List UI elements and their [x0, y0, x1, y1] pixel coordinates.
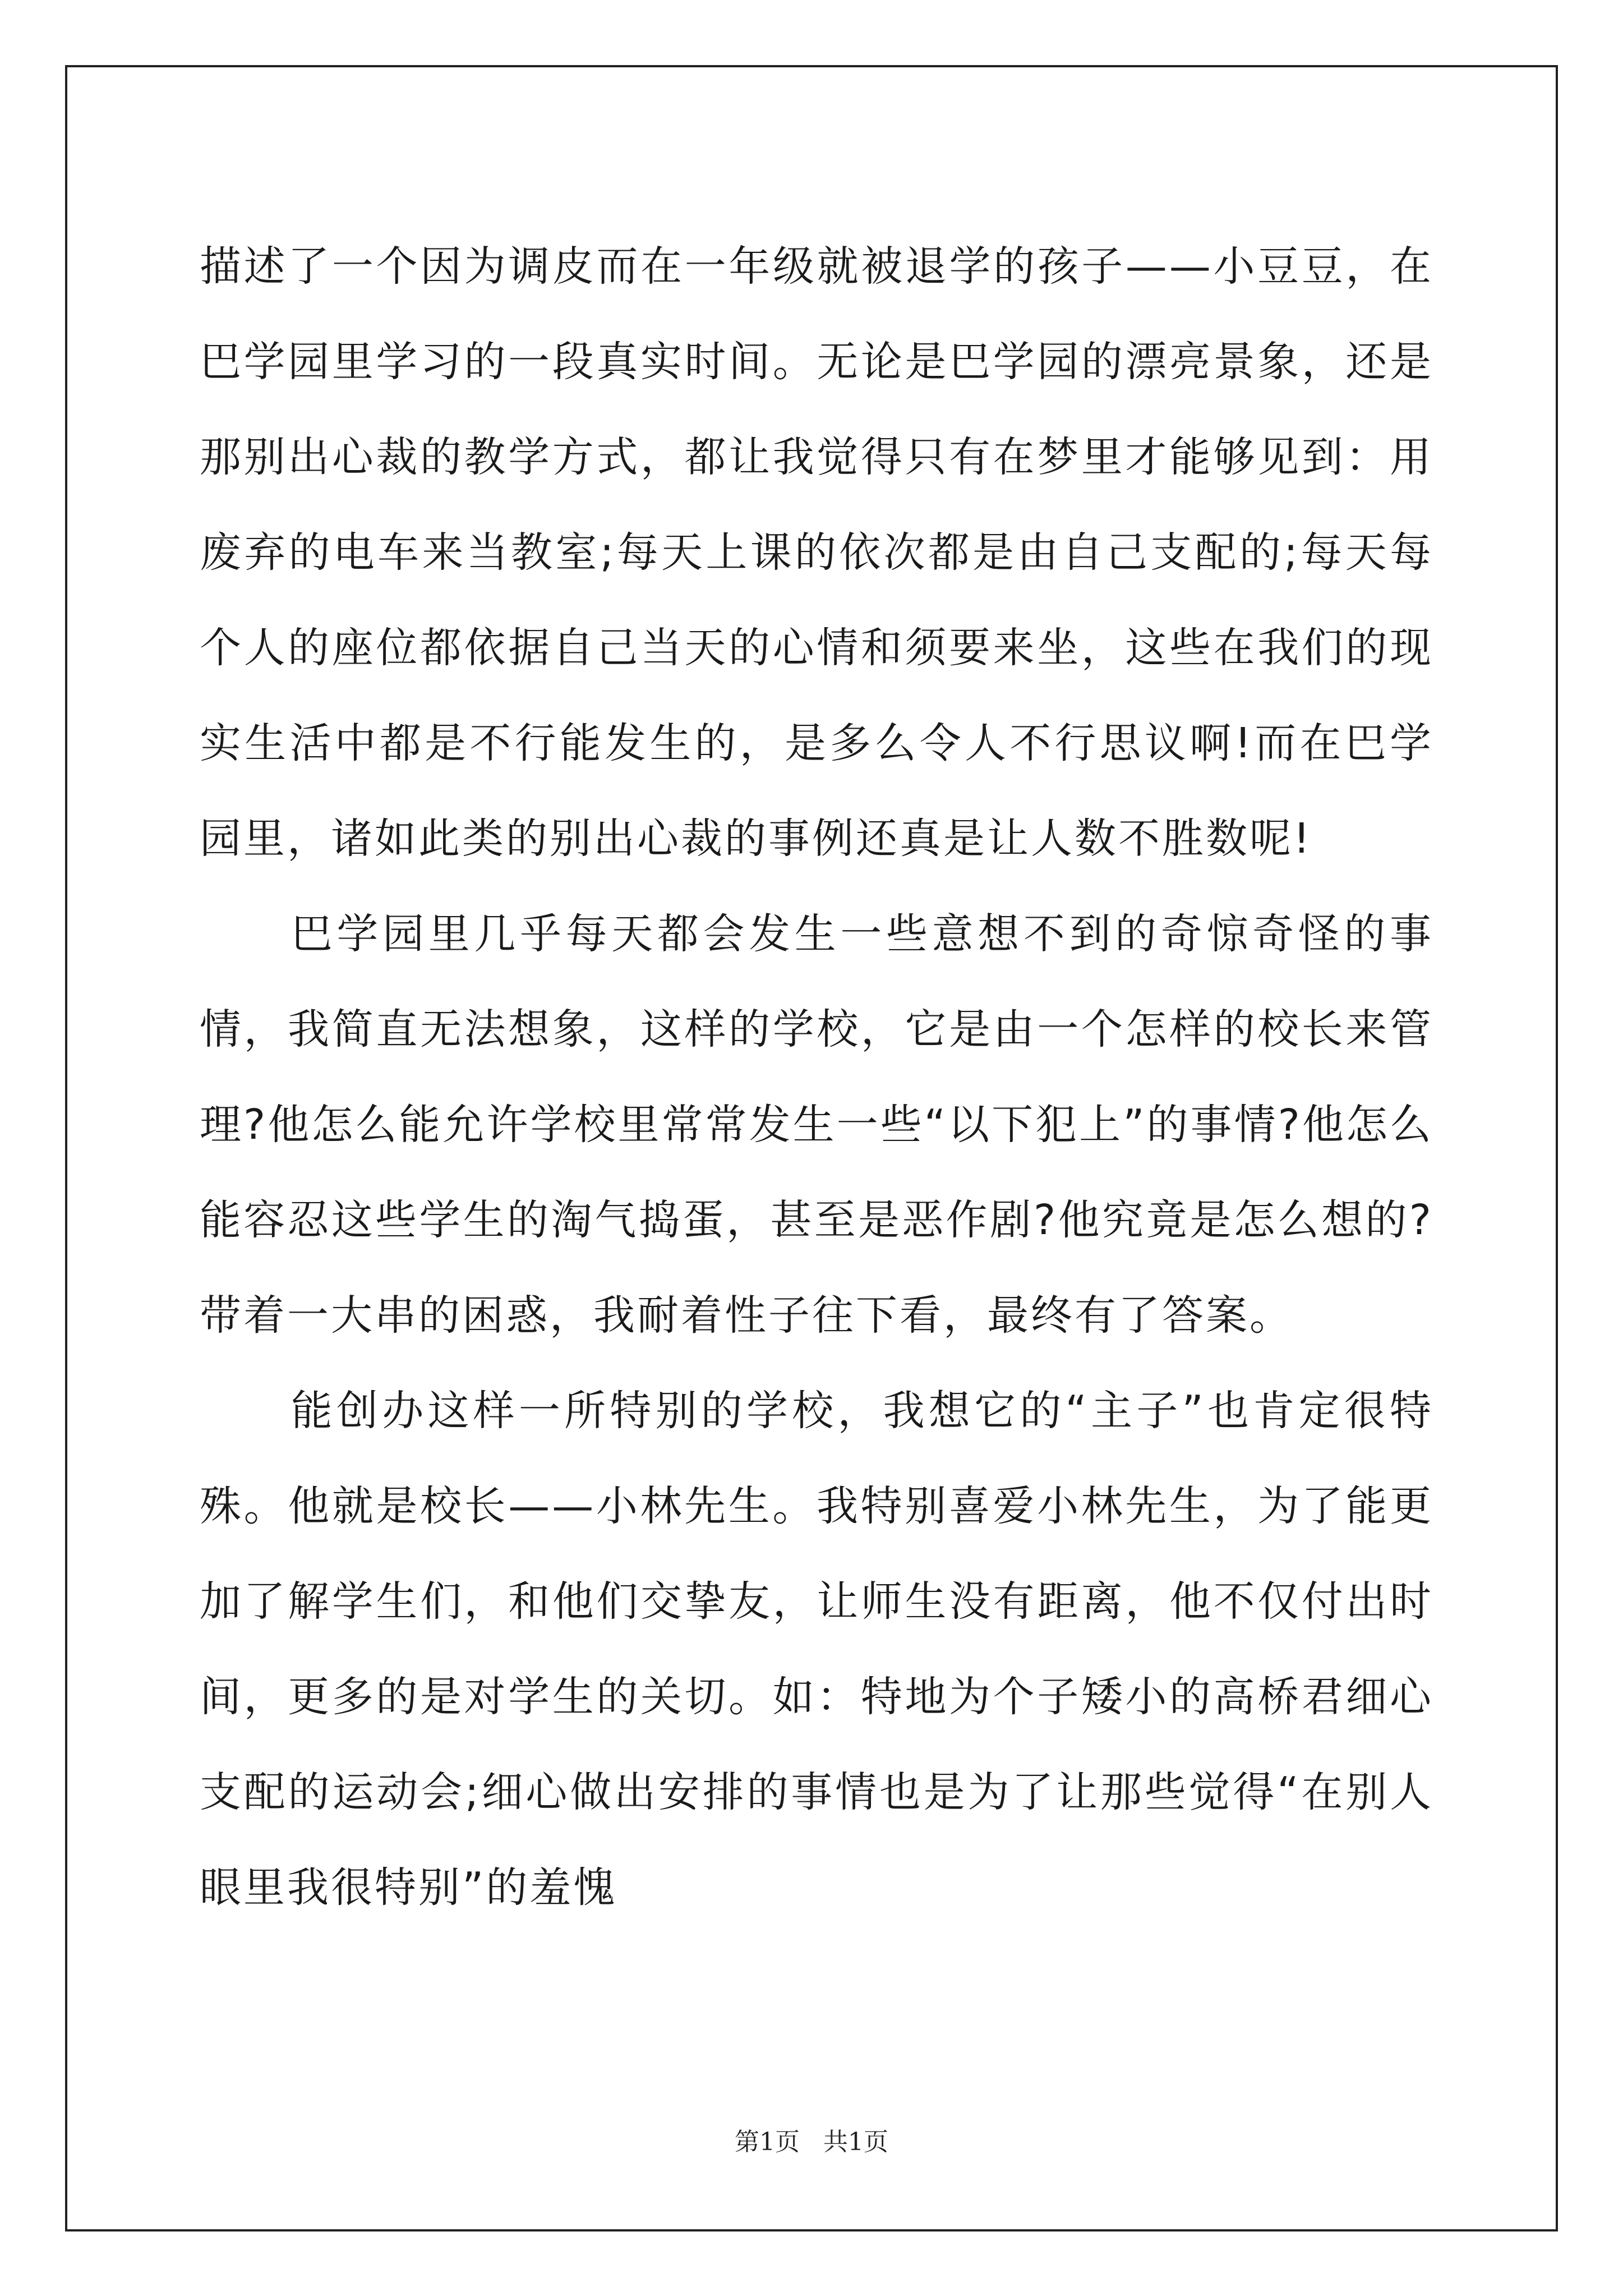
paragraph-2: 巴学园里几乎每天都会发生一些意想不到的奇惊奇怪的事情，我简直无法想象，这样的学校，它是由一个怎样的校长来管理?他怎么能允许学校里常常发生一些“以下犯上”的事情?他怎么能容忍这些学生的淘气捣蛋，甚至是恶作剧?他究竟是怎么想的?带着一大串的困惑，我耐着性子往下看，最终有了答案。: [200, 910, 1433, 1340]
document-body: [200, 219, 1433, 1935]
paragraph-3: 能创办这样一所特别的学校，我想它的“主子”也肯定很特殊。他就是校长——小林先生。我特别喜爱小林先生，为了能更加了解学生们，和他们交挚友，让师生没有距离，他不仅付出时间，更多的是对学生的关切。如：特地为个子矮小的高桥君细心支配的运动会;细心做出安排的事情也是为了让那些觉得“在别人眼里我很特别”的羞愧: [200, 1387, 1433, 1912]
page-number-footer: 第1页 共1页: [735, 2128, 888, 2156]
paragraph-1: 描述了一个因为调皮而在一年级就被退学的孩子——小豆豆，在巴学园里学习的一段真实时间。无论是巴学园的漂亮景象，还是那别出心裁的教学方式，都让我觉得只有在梦里才能够见到：用废弃的电车来当教室;每天上课的依次都是由自己支配的;每天每个人的座位都依据自己当天的心情和须要来坐，这些在我们的现实生活中都是不行能发生的，是多么令人不行思议啊!而在巴学园里，诸如此类的别出心裁的事例还真是让人数不胜数呢!: [200, 242, 1433, 863]
